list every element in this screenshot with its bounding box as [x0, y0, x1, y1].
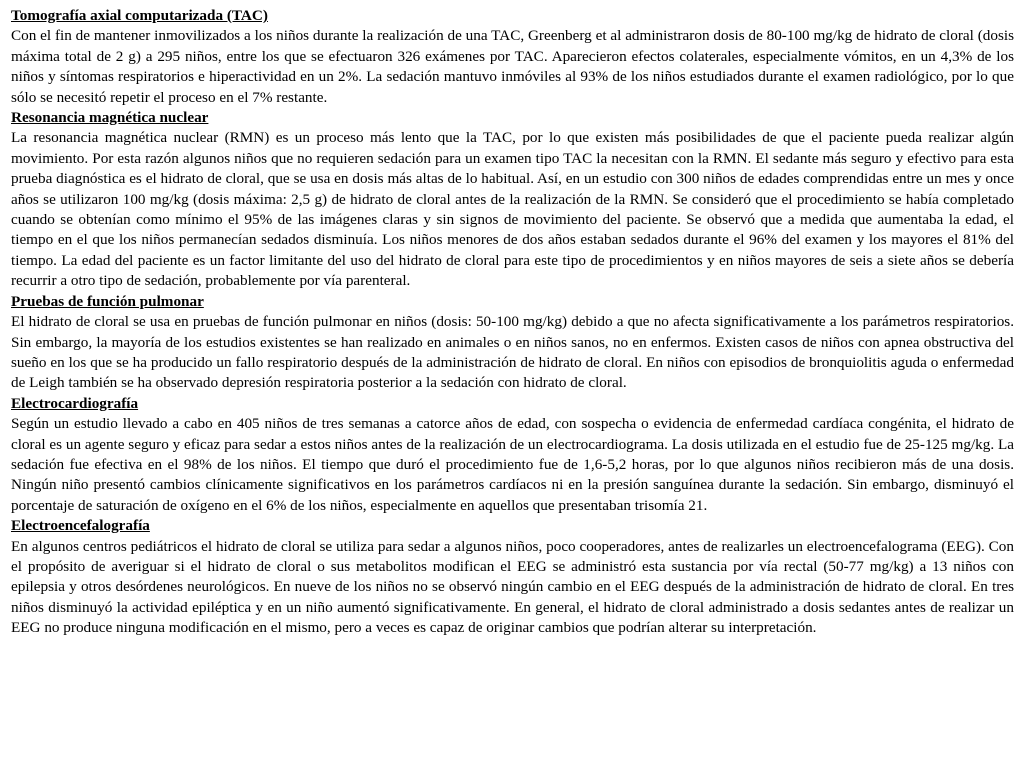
section-heading-tac: Tomografía axial computarizada (TAC) — [11, 7, 268, 24]
section-body-funcion-pulmonar: El hidrato de cloral se usa en pruebas de función pulmonar en niños (dosis: 50-100 mg/kg) debido a que no afecta significativamente a los parámetros respiratorios. Sin embargo, la mayoría de los estudios existentes se han realizado en animales o en niños sanos, no en enfermos. Existen casos de niños con apnea obstructiva del sueño en los que se ha producido un fallo respiratorio después de la administración de hidrato de cloral. En niños con episodios de bronquiolitis aguda o enfermedad de Leigh también se ha observado depresión respiratoria posterior a la sedación con hidrato de cloral. — [11, 313, 1014, 392]
section-body-rmn: La resonancia magnética nuclear (RMN) es un proceso más lento que la TAC, por lo que existen más posibilidades de que el paciente pueda realizar algún movimiento. Por esta razón algunos niños que no requieren sedación para un examen tipo TAC la necesitan con la RMN. El sedante más seguro y efectivo para esta prueba diagnóstica es el hidrato de cloral, que se usa en dosis más altas de lo habitual. Así, en un estudio con 300 niños de edades comprendidas entre un mes y once años se utilizaron 100 mg/kg (dosis máxima: 2,5 g) de hidrato de cloral antes de la realización de la RMN. Se consideró que el procedimiento se había completado cuando se obtenían como mínimo el 95% de las imágenes claras y sin signos de movimiento del paciente. Se observó que a medida que aumentaba la edad, el tiempo en el que los niños permanecían sedados disminuía. Los niños menores de dos años estaban sedados durante el 96% del examen y los mayores el 81% del tiempo. La edad del paciente es un factor limitante del uso del hidrato de cloral para este tipo de procedimientos y en niños mayores de seis a siete años se debería recurrir a otro tipo de sedación, probablemente por vía parenteral. — [11, 129, 1014, 290]
section-tac — [11, 6, 1014, 108]
section-electrocardiografia — [11, 394, 1014, 516]
section-heading-funcion-pulmonar: Pruebas de función pulmonar — [11, 292, 204, 310]
section-rmn — [11, 108, 1014, 292]
section-body-tac: Con el fin de mantener inmovilizados a los niños durante la realización de una TAC, Greenberg et al administraron dosis de 80-100 mg/kg de hidrato de cloral (dosis máxima total de 2 g) a 295 niños, entre los que se efectuaron 326 exámenes por TAC. Aparecieron efectos colaterales, especialmente vómitos, en un 4,3% de los niños y síntomas respiratorios e hiperactividad en un 2%. La sedación mantuvo inmóviles al 93% de los niños estudiados durante el examen radiológico, por lo que sólo se necesitó repetir el proceso en el 7% restante. — [11, 27, 1014, 106]
section-electroencefalografia — [11, 516, 1014, 638]
section-heading-electroencefalografia: Electroencefalografía — [11, 517, 150, 535]
section-body-electroencefalografia: En algunos centros pediátricos el hidrato de cloral se utiliza para sedar a algunos niños, poco cooperadores, antes de realizarles un electroencefalograma (EEG). Con el propósito de averiguar si el hidrato de cloral o sus metabolitos modifican el EEG se administró esta sustancia por vía rectal (50-77 mg/kg) a 13 niños con epilepsia y otros desórdenes neurológicos. En nueve de los niños no se observó ningún cambio en el EEG después de la administración de hidrato de cloral. En tres niños disminuyó la actividad epiléptica y en un niño aumentó significativamente. En general, el hidrato de cloral administrado a dosis sedantes antes de realizar un EEG no produce ninguna modificación en el mismo, pero a veces es capaz de originar cambios que podrían alterar su interpretación. — [11, 537, 1014, 637]
section-funcion-pulmonar — [11, 292, 1014, 394]
section-heading-rmn: Resonancia magnética nuclear — [11, 109, 209, 127]
section-body-electrocardiografia: Según un estudio llevado a cabo en 405 niños de tres semanas a catorce años de edad, con sospecha o evidencia de enfermedad cardíaca congénita, el hidrato de cloral es un agente seguro y eficaz para sedar a estos niños antes de la realización de un electrocardiograma. La dosis utilizada en el estudio fue de 25-125 mg/kg. La sedación fue efectiva en el 98% de los niños. El tiempo que duró el procedimiento fue de 1,6-5,2 horas, por lo que algunos niños recibieron más de una dosis. Ningún niño presentó cambios clínicamente significativos en los parámetros cardíacos ni en la presión sanguínea durante la sedación. Sin embargo, disminuyó el porcentaje de saturación de oxígeno en el 6% de los niños, especialmente en aquellos que presentaban trisomía 21. — [11, 415, 1014, 514]
section-heading-electrocardiografia: Electrocardiografía — [11, 394, 139, 412]
